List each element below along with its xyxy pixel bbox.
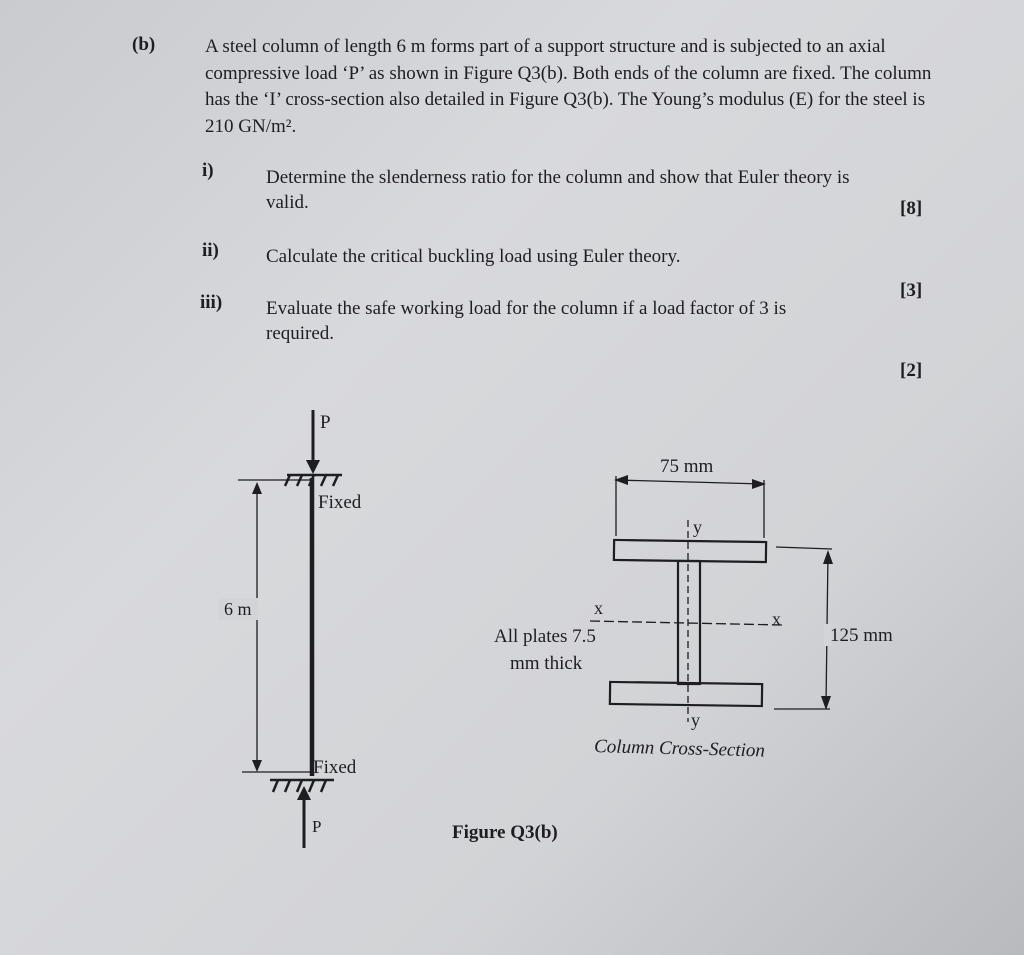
y-axis-label-top: y xyxy=(693,517,702,537)
subquestion-3-number: iii) xyxy=(200,292,223,313)
bottom-load-label: P xyxy=(312,817,322,836)
width-dimension-line xyxy=(616,480,764,484)
bottom-flange xyxy=(610,682,762,706)
bottom-support-label: Fixed xyxy=(313,757,357,778)
x-axis-label-right: x xyxy=(772,609,781,629)
part-label: (b) xyxy=(132,34,156,55)
height-arrow-top xyxy=(823,550,833,564)
top-load-arrowhead xyxy=(306,460,320,474)
subquestion-3-marks: [2] xyxy=(900,360,923,381)
question-intro: A steel column of length 6 m forms part of a support structure and is subjected to an axial compressive load ‘P’ as shown in Figure Q3(b). Both ends of the column are fixed. The column has the ‘I’ cross-section also detailed in Figure Q3(b). The Young’s modulus (E) for the steel is 210 GN/m². xyxy=(205,36,932,137)
length-arrow-top xyxy=(252,482,262,494)
length-label: 6 m xyxy=(224,599,252,619)
subquestion-2-marks: [3] xyxy=(900,280,923,301)
height-arrow-bottom xyxy=(821,696,831,710)
plates-note-line1: All plates 7.5 xyxy=(494,626,596,647)
figure-caption: Figure Q3(b) xyxy=(452,822,558,843)
subquestion-1-number: i) xyxy=(202,160,214,181)
subquestion-3-text: Evaluate the safe working load for the column if a load factor of 3 is required. xyxy=(266,298,787,344)
subquestion-1-marks: [8] xyxy=(900,198,923,219)
column-diagram xyxy=(218,410,362,848)
top-load-label: P xyxy=(320,412,331,433)
height-label: 125 mm xyxy=(830,625,893,646)
section-title: Column Cross-Section xyxy=(593,736,766,762)
subquestion-2-number: ii) xyxy=(202,240,219,261)
top-support-label: Fixed xyxy=(318,492,362,513)
plates-note-line2: mm thick xyxy=(510,653,583,674)
subquestion-1-text: Determine the slenderness ratio for the column and show that Euler theory is valid. xyxy=(266,167,850,213)
x-axis-label-left: x xyxy=(594,598,603,618)
width-label: 75 mm xyxy=(660,456,714,477)
y-axis-label-bottom: y xyxy=(691,710,700,730)
subquestion-2-text: Calculate the critical buckling load using Euler theory. xyxy=(266,246,681,267)
top-flange xyxy=(614,540,766,562)
x-axis-line xyxy=(590,621,782,625)
cross-section-diagram xyxy=(494,456,893,761)
height-extension-top xyxy=(776,547,832,549)
length-arrow-bottom xyxy=(252,760,262,772)
